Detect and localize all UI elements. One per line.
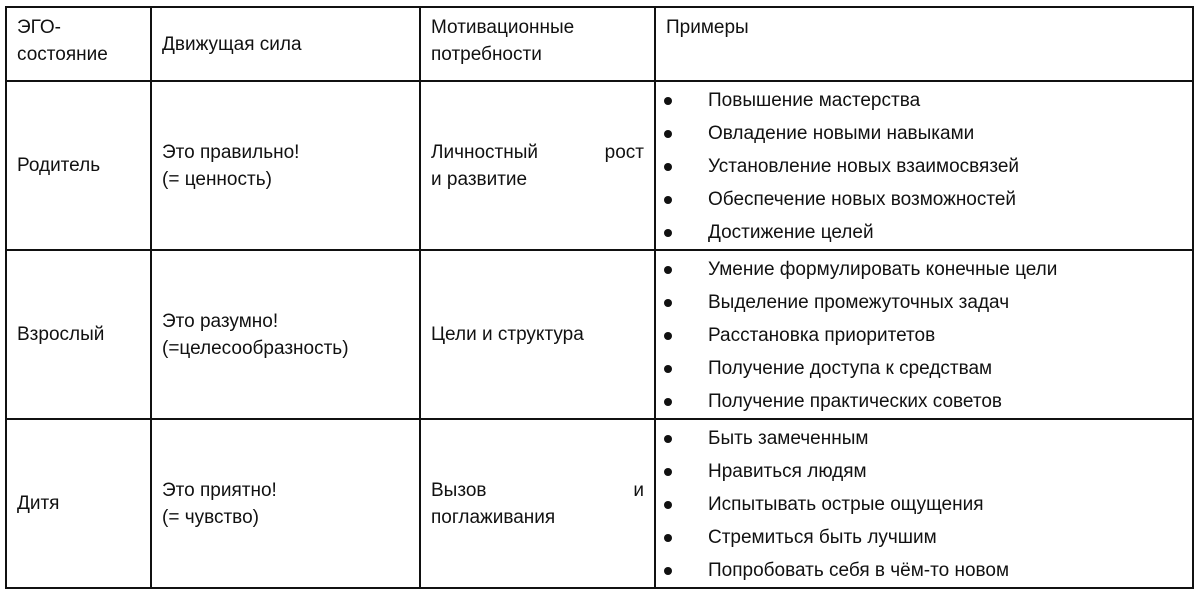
ego-state-cell: Дитя (6, 419, 151, 588)
cell-line: Это разумно! (162, 310, 279, 332)
needs-cell (420, 250, 655, 419)
header-text: ЭГО- (17, 17, 61, 38)
examples-cell (655, 81, 1193, 250)
header-text: Мотивационные (431, 17, 575, 38)
header-text: потребности (431, 44, 542, 65)
table-row (6, 419, 1193, 588)
list-item: Нравиться людям (656, 455, 1192, 488)
examples-cell (655, 250, 1193, 419)
cell-line: поглаживания (431, 506, 556, 528)
examples-list (656, 422, 1192, 587)
list-item: Расстановка приоритетов (656, 319, 1192, 352)
table-row (6, 250, 1193, 419)
cell-line: Вызов и (431, 479, 644, 501)
ego-states-table (5, 6, 1194, 589)
driving-force-cell (151, 81, 420, 250)
header-ego-state (6, 7, 151, 81)
list-item: Повышение мастерства (656, 84, 1192, 117)
driving-force-cell (151, 419, 420, 588)
header-driving-force (151, 7, 420, 81)
list-item: Быть замеченным (656, 422, 1192, 455)
list-item: Обеспечение новых возможностей (656, 183, 1192, 216)
needs-cell (420, 419, 655, 588)
list-item: Достижение целей (656, 216, 1192, 249)
header-motivational-needs (420, 7, 655, 81)
header-text: Движущая сила (162, 33, 302, 55)
table-row (6, 81, 1193, 250)
cell-line: Цели и структура (431, 324, 584, 345)
list-item: Испытывать острые ощущения (656, 488, 1192, 521)
list-item: Получение практических советов (656, 385, 1192, 418)
list-item: Стремиться быть лучшим (656, 521, 1192, 554)
cell-line: (= ценность) (162, 168, 272, 190)
driving-force-cell (151, 250, 420, 419)
cell-line: Личностный рост (431, 141, 644, 163)
examples-list (656, 84, 1192, 249)
list-item: Получение доступа к средствам (656, 352, 1192, 385)
cell-line: Это приятно! (162, 479, 277, 501)
examples-list (656, 253, 1192, 418)
cell-line: (=целесообразность) (162, 337, 349, 359)
list-item: Попробовать себя в чём-то новом (656, 554, 1192, 587)
header-text: состояние (17, 44, 108, 65)
ego-state-cell: Взрослый (6, 250, 151, 419)
needs-cell (420, 81, 655, 250)
cell-line: (= чувство) (162, 506, 259, 528)
examples-cell (655, 419, 1193, 588)
ego-state-cell: Родитель (6, 81, 151, 250)
table-header-row (6, 7, 1193, 81)
cell-line: и развитие (431, 168, 528, 190)
list-item: Овладение новыми навыками (656, 117, 1192, 150)
cell-line: Это правильно! (162, 141, 300, 163)
list-item: Установление новых взаимосвязей (656, 150, 1192, 183)
header-text: Примеры (666, 17, 749, 38)
header-examples (655, 7, 1193, 81)
list-item: Выделение промежуточных задач (656, 286, 1192, 319)
list-item: Умение формулировать конечные цели (656, 253, 1192, 286)
